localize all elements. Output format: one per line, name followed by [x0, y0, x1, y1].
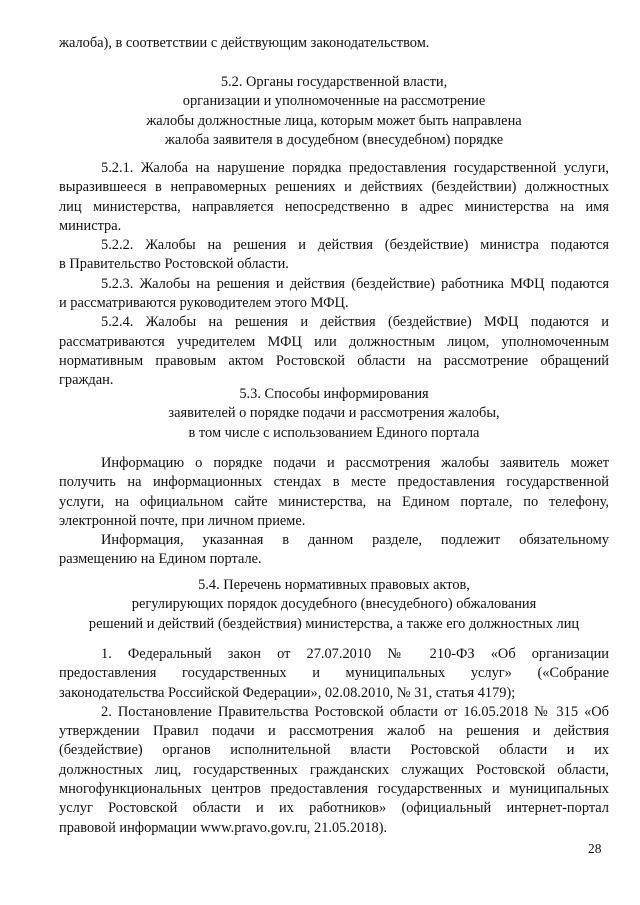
- heading-line: организации и уполномоченные на рассмотрение: [182, 93, 486, 110]
- section-5-2-body: [59, 159, 609, 391]
- text-line: выразившееся в неправомерных решениях и действиях (бездействии) должностных: [59, 179, 609, 196]
- text-line: правовой информации www.pravo.gov.ru, 21.05.2018).: [59, 819, 388, 836]
- section-5-3-body: [59, 454, 609, 570]
- section-5-3-heading: [59, 385, 609, 443]
- list-item-1: [59, 645, 609, 703]
- text-line: лиц министерства, направляется непосредственно в адрес министерства на имя: [59, 198, 609, 215]
- text-line: в Правительство Ростовской области.: [59, 256, 289, 273]
- text-line: законодательства Российской Федерации», 02.08.2010, № 31, статья 4179);: [59, 684, 516, 701]
- text-line: утверждении Правил подачи и рассмотрения жалоб на решения и действия: [59, 723, 609, 740]
- text-line: министра.: [59, 217, 122, 234]
- section-5-4-heading: [59, 576, 609, 634]
- paragraph-5-2-4: [59, 313, 609, 390]
- text-line: многофункциональных центров предоставления государственных и муниципальных: [59, 781, 609, 798]
- text-line: услуги, на официальном сайте министерства, на Едином портале, по телефону,: [59, 493, 609, 510]
- heading-line: решений и действий (бездействия) министерства, а также его должностных лиц: [88, 615, 580, 632]
- section-5-2-heading: [59, 73, 609, 150]
- text-line: предоставления государственных и муниципальных услуг» («Собрание: [59, 665, 609, 682]
- heading-line: 5.2. Органы государственной власти,: [220, 74, 448, 90]
- heading-line: жалоба заявителя в досудебном (внесудебном) порядке: [164, 131, 504, 148]
- text-line: 1. Федеральный закон от 27.07.2010 № 210-ФЗ «Об организации: [101, 646, 609, 662]
- heading-line: регулирующих порядок досудебного (внесудебного) обжалования: [131, 596, 537, 613]
- text-line: 5.2.4. Жалобы на решения и действия (бездействие) МФЦ подаются и: [101, 314, 609, 331]
- heading-line: 5.4. Перечень нормативных правовых актов,: [198, 577, 470, 593]
- text-line: электронной почте, при личном приеме.: [59, 512, 306, 529]
- text-line: 5.2.1. Жалоба на нарушение порядка предоставления государственной услуги,: [101, 160, 609, 176]
- heading-line: в том числе с использованием Единого портала: [188, 424, 480, 441]
- page-number: 28: [588, 841, 602, 856]
- text-line: услуг Ростовской области и их работников» (официальный интернет-портал: [59, 800, 609, 817]
- paragraph-5-2-3: [59, 275, 609, 314]
- paragraph-5-2-1: [59, 159, 609, 236]
- text-line: размещению на Едином портале.: [59, 551, 262, 568]
- text-line: Информация, указанная в данном разделе, подлежит обязательному: [101, 532, 609, 549]
- text-line: нормативным правовым актом Ростовской области на рассмотрение обращений: [59, 352, 609, 369]
- heading-line: 5.3. Способы информирования: [239, 386, 429, 402]
- paragraph-5-3-2: [59, 531, 609, 570]
- section-5-4-body: [59, 645, 609, 838]
- text-line: (бездействие) органов исполнительной власти Ростовской области и их: [59, 742, 609, 759]
- continuation-text: жалоба), в соответствии с действующим законодательством.: [59, 35, 430, 51]
- heading-line: жалобы должностные лица, которым может быть направлена: [146, 112, 522, 129]
- text-line: и рассматриваются руководителем этого МФЦ.: [59, 295, 349, 312]
- list-item-2: [59, 703, 609, 838]
- text-line: рассматриваются учредителем МФЦ или должностным лицом, уполномоченным: [59, 333, 609, 350]
- heading-line: заявителей о порядке подачи и рассмотрения жалобы,: [168, 405, 500, 422]
- text-line: получить на информационных стендах в месте предоставления государственной: [59, 474, 609, 491]
- text-line: 2. Постановление Правительства Ростовской области от 16.05.2018 № 315 «Об: [101, 703, 609, 720]
- text-line: должностных лиц, государственных гражданских служащих Ростовской области,: [59, 761, 609, 778]
- paragraph-5-2-2: [59, 236, 609, 275]
- text-line: 5.2.3. Жалобы на решения и действия (бездействие) работника МФЦ подаются: [101, 275, 609, 292]
- text-line: 5.2.2. Жалобы на решения и действия (бездействие) министра подаются: [101, 237, 609, 254]
- paragraph-5-3-1: [59, 454, 609, 531]
- text-line: граждан.: [59, 372, 114, 389]
- text-line: Информацию о порядке подачи и рассмотрения жалобы заявитель может: [101, 455, 609, 471]
